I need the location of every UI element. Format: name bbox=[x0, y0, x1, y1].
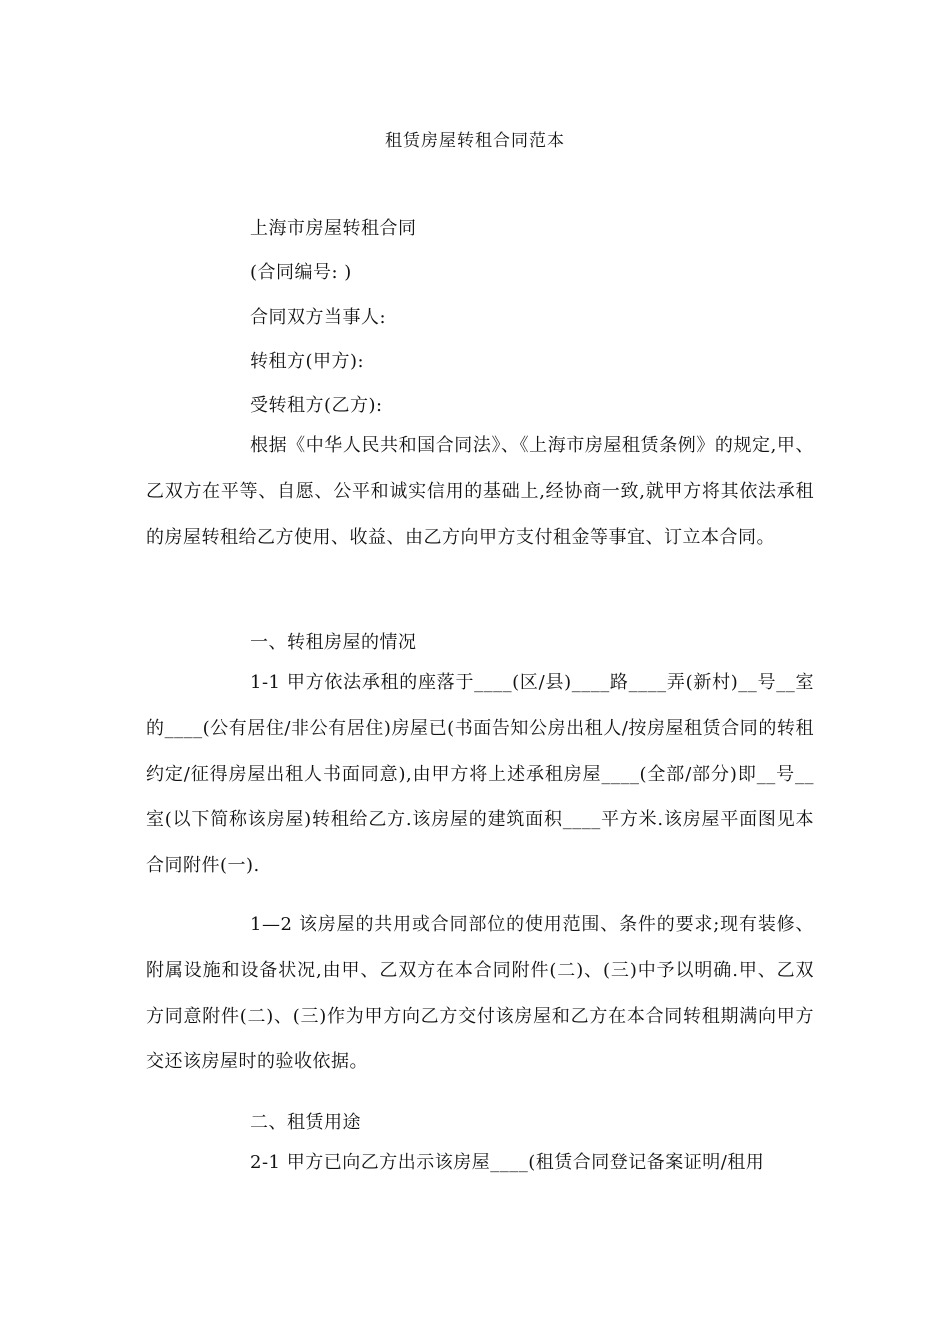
clause-2-1: 2-1 甲方已向乙方出示该房屋____(租赁合同登记备案证明/租用 bbox=[250, 1152, 765, 1173]
parties-label: 合同双方当事人: bbox=[250, 307, 387, 328]
document-title: 租赁房屋转租合同范本 bbox=[385, 131, 565, 151]
section-2-heading: 二、租赁用途 bbox=[250, 1112, 361, 1133]
clause-1-1: 1-1 甲方依法承租的座落于____(区/县)____路____弄(新村)__号__室的____(公有居住/非公有居住)房屋已(书面告知公房出租人/按房屋租赁合同的转租约定/征得房屋出租人书面同意),由甲方将上述承租房屋____(全部/部分)即__号__室(以下简称该房屋)转租给乙方.该房屋的建筑面积____平方米.该房屋平面图见本合同附件(一). bbox=[146, 672, 814, 877]
preamble-paragraph: 根据《中华人民共和国合同法》、《上海市房屋租赁条例》的规定,甲、乙双方在平等、自愿、公平和诚实信用的基础上,经协商一致,就甲方将其依法承租的房屋转租给乙方使用、收益、由乙方向甲方支付租金等事宜、订立本合同。 bbox=[146, 435, 814, 548]
party-a-label: 转租方(甲方): bbox=[250, 351, 365, 372]
clause-1-2: 1—2 该房屋的共用或合同部位的使用范围、条件的要求;现有装修、附属设施和设备状况,由甲、乙双方在本合同附件(二)、(三)中予以明确.甲、乙双方同意附件(二)、(三)作为甲方向乙方交付该房屋和乙方在本合同转租期满向甲方交还该房屋时的验收依据。 bbox=[146, 914, 814, 1073]
party-b-label: 受转租方(乙方): bbox=[250, 395, 383, 416]
section-1-heading: 一、转租房屋的情况 bbox=[250, 632, 417, 653]
contract-number: (合同编号: ) bbox=[250, 262, 352, 283]
contract-name: 上海市房屋转租合同 bbox=[250, 218, 417, 239]
